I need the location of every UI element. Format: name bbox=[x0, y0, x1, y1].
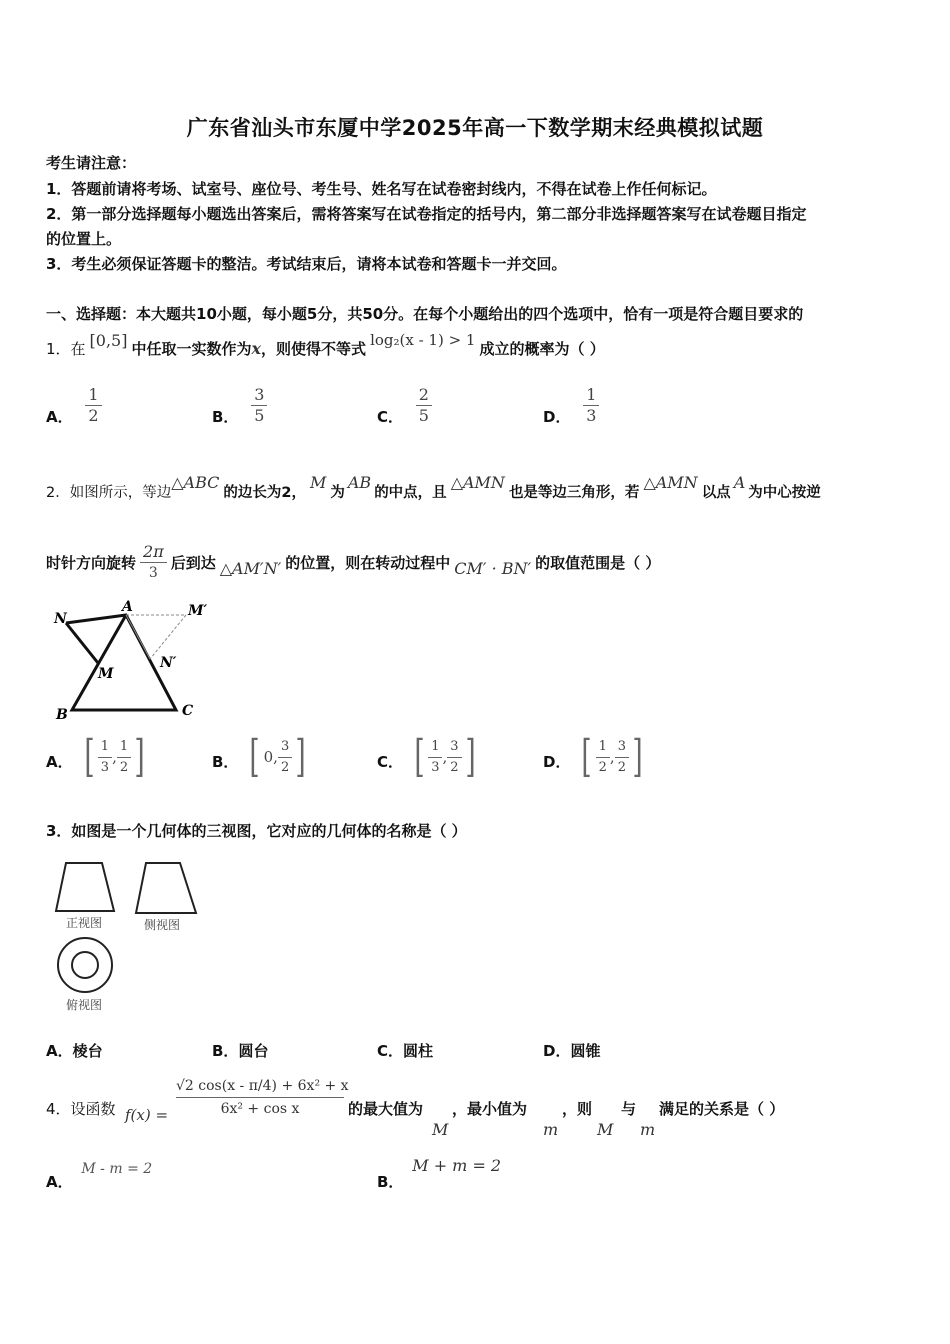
q2-dot-product: CM′ · BN′ bbox=[454, 558, 532, 578]
q4-fx: f(x) = bbox=[125, 1106, 169, 1124]
q4-prefix: 4．设函数 bbox=[46, 1100, 116, 1118]
q4-p3: ，最小值为 bbox=[452, 1100, 528, 1118]
q2-l2b: 后到达 bbox=[170, 553, 216, 572]
top-view-outer-circle bbox=[58, 938, 112, 992]
q2-tri-amn-2: △AMN bbox=[643, 473, 698, 492]
front-view-trapezoid bbox=[56, 863, 114, 911]
q2-option-a[interactable]: A． [ $\frac{1}{3}$ , $\frac{1}{2}$ ] bbox=[46, 735, 148, 779]
q4-p6: 满足的关系是（ ） bbox=[659, 1100, 785, 1118]
q2-ab: AB bbox=[347, 473, 372, 492]
label-m: M bbox=[98, 666, 114, 682]
interval: [ $\frac{1}{2}$ , $\frac{3}{2}$ ] bbox=[581, 731, 643, 782]
q2-tri-abc: △ABC bbox=[171, 473, 220, 492]
interval: [ $\frac{1}{3}$ , $\frac{1}{2}$ ] bbox=[84, 731, 145, 782]
label-c: C bbox=[182, 703, 194, 719]
q3-option-a[interactable]: A．棱台 bbox=[46, 1042, 103, 1060]
q2-tri-amn: △AMN bbox=[450, 473, 505, 492]
q2-p3: 为 bbox=[330, 485, 345, 501]
q2-p7: 为中心按逆 bbox=[748, 485, 821, 501]
q2-l2d: 的取值范围是（ ） bbox=[535, 553, 661, 572]
q4-max-var-2: M bbox=[597, 1120, 614, 1139]
q1-option-a[interactable]: A． $\frac{1}{2}$ bbox=[46, 385, 102, 426]
label-b: B bbox=[56, 707, 68, 723]
q2-p6: 以点 bbox=[701, 485, 731, 501]
q3-three-views-figure bbox=[50, 855, 210, 1020]
q1-var: x bbox=[251, 338, 262, 358]
fraction: $\frac{3}{5}$ bbox=[251, 385, 267, 426]
q4-option-a[interactable]: A． M - m = 2 bbox=[46, 1161, 153, 1191]
q2-l2a: 时针方向旋转 bbox=[46, 553, 137, 572]
q2-m: M bbox=[309, 473, 327, 492]
page-title: 广东省汕头市东厦中学2025年高一下数学期末经典模拟试题 bbox=[186, 116, 764, 140]
interval: [ 0 , $\frac{3}{2}$ ] bbox=[249, 731, 306, 782]
notice-item-3: 3．考生必须保证答题卡的整洁。考试结束后，请将本试卷和答题卡一并交回。 bbox=[46, 255, 567, 273]
top-view-inner-circle bbox=[72, 952, 98, 978]
q1-post: 成立的概率为（ ） bbox=[479, 339, 605, 358]
top-view-label: 俯视图 bbox=[66, 998, 103, 1012]
q4-p4: ，则 bbox=[562, 1100, 593, 1118]
q3-option-d[interactable]: D．圆锥 bbox=[543, 1042, 601, 1060]
notice-item-2b: 的位置上。 bbox=[46, 230, 122, 248]
q4-max-var: M bbox=[432, 1120, 449, 1139]
notice-item-2a: 2．第一部分选择题每小题选出答案后，需将答案写在试卷指定的括号内，第二部分非选择题答案写在试卷题目指定 bbox=[46, 205, 807, 223]
q2-l2c: 的位置，则在转动过程中 bbox=[285, 553, 451, 572]
q3-option-b[interactable]: B．圆台 bbox=[212, 1042, 269, 1060]
side-view-trapezoid bbox=[136, 863, 196, 913]
q1-interval: [0,5] bbox=[89, 330, 128, 350]
notice-item-1: 1．答题前请将考场、试室号、座位号、考生号、姓名写在试卷密封线内，不得在试卷上作任何标记。 bbox=[46, 180, 717, 198]
q2-option-b[interactable]: B． [ 0 , $\frac{3}{2}$ ] bbox=[212, 735, 309, 779]
q4-min-var: m bbox=[543, 1120, 559, 1139]
segment-a-np bbox=[126, 615, 150, 659]
q2-p4: 的中点，且 bbox=[374, 485, 447, 501]
q2-p5: 也是等边三角形，若 bbox=[508, 485, 640, 501]
front-view-label: 正视图 bbox=[66, 916, 103, 930]
q1-option-b[interactable]: B． $\frac{3}{5}$ bbox=[212, 385, 267, 426]
fraction: $\frac{1}{2}$ bbox=[85, 385, 101, 426]
q4-option-b[interactable]: B． M + m = 2 bbox=[377, 1156, 502, 1191]
question-2-line-1 bbox=[46, 470, 821, 502]
q4-numerator: √2 cos(x - π/4) + 6x² + x bbox=[176, 1078, 344, 1098]
angle-fraction: $\frac{2\pi}{3}$ bbox=[140, 542, 167, 583]
interval: [ $\frac{1}{3}$ , $\frac{3}{2}$ ] bbox=[414, 731, 476, 782]
q2-triangle-figure bbox=[46, 595, 226, 725]
q2-tri-rotated: △AM′N′ bbox=[219, 558, 282, 578]
q1-mid: 中任取一实数作为 bbox=[131, 339, 252, 358]
q1-inequality: log₂(x - 1) > 1 bbox=[370, 331, 476, 349]
label-n-prime: N′ bbox=[160, 655, 177, 671]
fraction: $\frac{2}{5}$ bbox=[416, 385, 432, 426]
label-m-prime: M′ bbox=[188, 603, 208, 619]
q2-a: A bbox=[733, 473, 746, 492]
q4-denominator: 6x² + cos x bbox=[220, 1101, 300, 1117]
q4-fraction bbox=[176, 1078, 349, 1117]
q2-option-c[interactable]: C． [ $\frac{1}{3}$ , $\frac{3}{2}$ ] bbox=[377, 735, 479, 779]
fraction: $\frac{1}{3}$ bbox=[583, 385, 599, 426]
section-heading: 一、选择题：本大题共10小题，每小题5分，共50分。在每个小题给出的四个选项中，恰有一项是符合题目要求的 bbox=[46, 305, 804, 323]
side-view-label: 侧视图 bbox=[144, 918, 181, 932]
segment-nm bbox=[66, 623, 98, 663]
label-n: N bbox=[54, 611, 67, 627]
question-3: 3．如图是一个几何体的三视图，它对应的几何体的名称是（ ） bbox=[46, 822, 467, 840]
q4-p5: 与 bbox=[621, 1100, 637, 1118]
q1-prefix: 1．在 bbox=[46, 339, 86, 358]
q4-min-var-2: m bbox=[640, 1120, 656, 1139]
notice-heading: 考生请注意： bbox=[46, 154, 137, 172]
q1-option-c[interactable]: C． $\frac{2}{5}$ bbox=[377, 385, 432, 426]
q1-option-d[interactable]: D． $\frac{1}{3}$ bbox=[543, 385, 599, 426]
question-1 bbox=[46, 330, 605, 366]
label-a: A bbox=[122, 599, 133, 615]
q2-p1: 2．如图所示，等边 bbox=[46, 485, 172, 501]
q2-option-d[interactable]: D． [ $\frac{1}{2}$ , $\frac{3}{2}$ ] bbox=[543, 735, 646, 779]
q3-option-c[interactable]: C．圆柱 bbox=[377, 1042, 434, 1060]
q2-p2: 的边长为2， bbox=[223, 485, 306, 501]
q4-p2: 的最大值为 bbox=[348, 1100, 424, 1118]
q1-mid2: ，则使得不等式 bbox=[261, 339, 367, 358]
segment-mp-np bbox=[150, 615, 186, 659]
question-2-line-2 bbox=[46, 540, 660, 584]
